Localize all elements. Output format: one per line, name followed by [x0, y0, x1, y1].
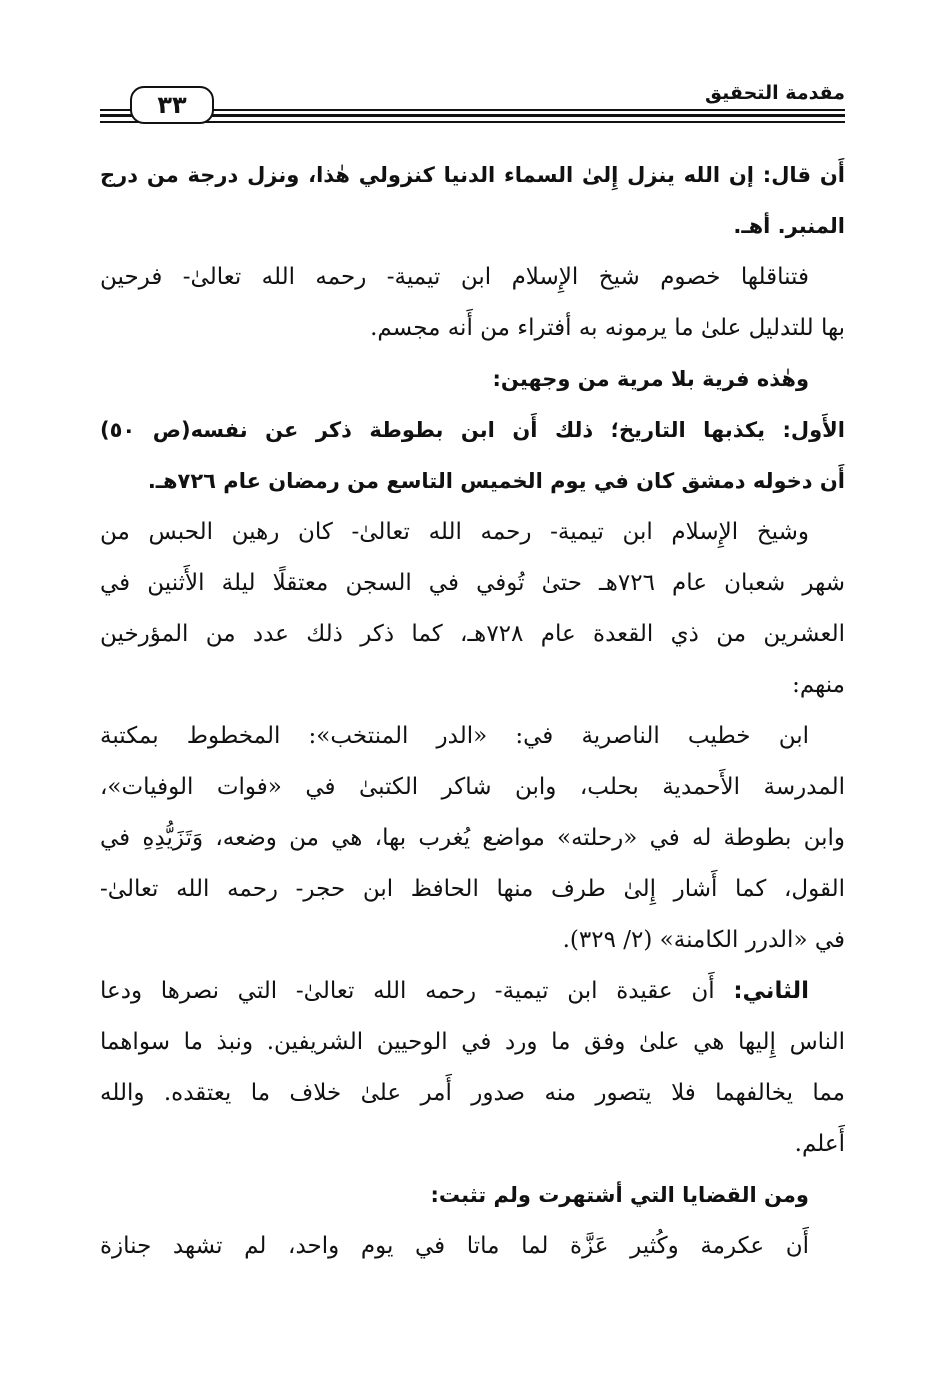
text-line: ومن القضايا التي أشتهرت ولم تثبت:: [430, 1183, 809, 1207]
body-text: [100, 150, 845, 1272]
text-line: وشيخ الإِسلام ابن تيمية- رحمه الله تعالىٰ- كان رهين الحبس من: [100, 519, 809, 545]
text-line: في «الدرر الكامنة» (٢/ ٣٢٩).: [562, 927, 845, 953]
text-line: ابن خطيب الناصرية في: «الدر المنتخب»: المخطوط بمكتبة: [100, 723, 809, 749]
text-line: أَعلم.: [794, 1131, 845, 1157]
text-line: أَن دخوله دمشق كان في يوم الخميس التاسع من رمضان عام ٧٢٦هـ.: [147, 469, 845, 493]
text-line: المنبر. أهـ.: [733, 214, 845, 238]
text-line: شهر شعبان عام ٧٢٦هـ حتىٰ تُوفي في السجن معتقلًا ليلة الأَثنين في: [100, 570, 845, 596]
section-lead: الثاني:: [733, 978, 809, 1004]
text-line: أَن عكرمة وكُثير عَزَّة لما ماتا في يوم واحد، لم تشهد جنازة: [100, 1233, 809, 1259]
text-line: الأَول: يكذبها التاريخ؛ ذلك أَن ابن بطوطة ذكر عن نفسه(ص ٥٠): [100, 418, 845, 442]
page-header: [100, 76, 845, 126]
header-rule-bottom: [100, 121, 845, 123]
text-line: مما يخالفهما فلا يتصور منه صدور أَمر علىٰ خلاف ما يعتقده. والله: [100, 1080, 845, 1106]
running-title: مقدمة التحقيق: [697, 82, 845, 104]
text-line: وابن بطوطة له في «رحلته» مواضع يُغرب بها، هي من وضعه، وَتَزَيُّدِهِ في: [100, 825, 845, 851]
text-line: القول، كما أَشار إِلىٰ طرف منها الحافظ ابن حجر- رحمه الله تعالىٰ-: [100, 876, 845, 902]
text-line: منهم:: [792, 672, 845, 698]
text-line: أَن قال: إن الله ينزل إِلىٰ السماء الدنيا كنزولي هٰذا، ونزل درجة من درج: [100, 163, 845, 187]
text-line: وهٰذه فرية بلا مرية من وجهين:: [492, 367, 809, 391]
text-line: بها للتدليل علىٰ ما يرمونه به أفتراء من أَنه مجسم.: [370, 315, 845, 341]
text-line: الثاني: أَن عقيدة ابن تيمية- رحمه الله تعالىٰ- التي نصرها ودعا: [100, 978, 809, 1004]
text-line: فتناقلها خصوم شيخ الإِسلام ابن تيمية- رحمه الله تعالىٰ- فرحين: [100, 264, 809, 290]
page-number: ٣٣: [130, 86, 214, 124]
text-line: العشرين من ذي القعدة عام ٧٢٨هـ، كما ذكر ذلك عدد من المؤرخين: [100, 621, 845, 647]
text-line: المدرسة الأَحمدية بحلب، وابن شاكر الكتبىٰ في «فوات الوفيات»،: [100, 774, 845, 800]
text-line: الناس إِليها هي علىٰ وفق ما ورد في الوحيين الشريفين. ونبذ ما سواهما: [100, 1029, 845, 1055]
